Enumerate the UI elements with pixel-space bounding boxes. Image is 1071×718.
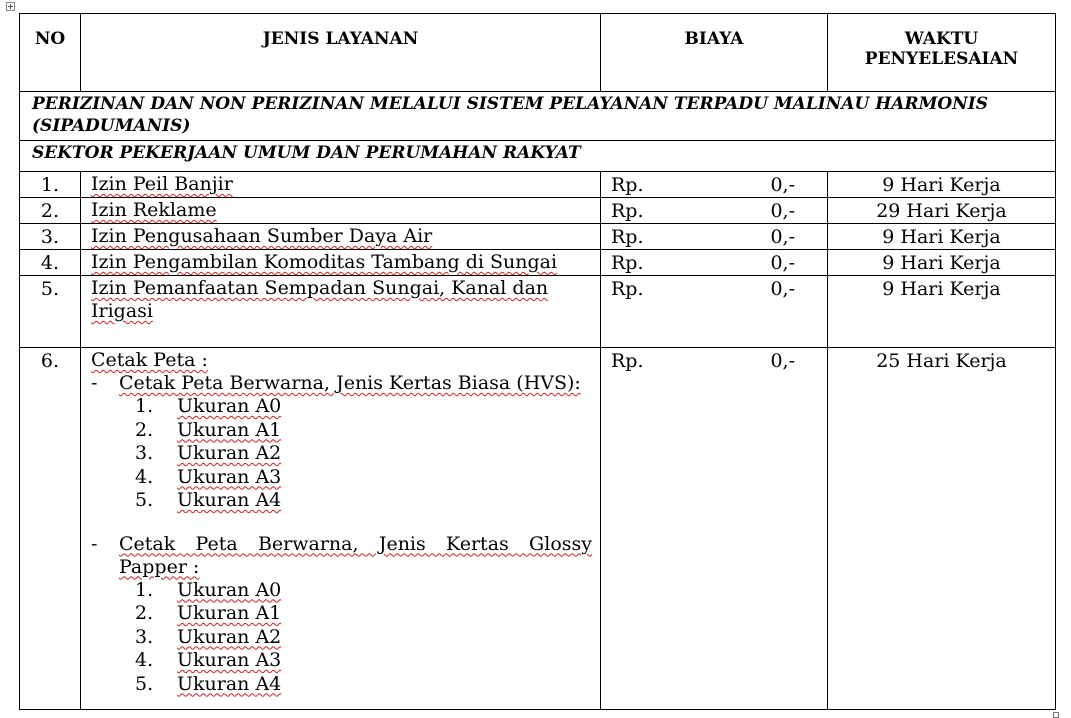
row-cost: 0,- bbox=[770, 200, 795, 222]
row-time: 9 Hari Kerja bbox=[828, 276, 1056, 348]
table-row bbox=[20, 250, 1056, 276]
row-currency: Rp. bbox=[611, 278, 644, 300]
row-service: Izin Pengusahaan Sumber Daya Air bbox=[91, 225, 433, 247]
row-number: 2. bbox=[20, 198, 81, 224]
list-item bbox=[91, 649, 592, 673]
list-item bbox=[91, 489, 592, 513]
size-list-glossy bbox=[91, 579, 592, 697]
list-label: Ukuran A4 bbox=[177, 489, 282, 511]
sub-item-hvs bbox=[91, 372, 592, 395]
section-row-main bbox=[20, 92, 1056, 141]
header-time-line2: PENYELESAIAN bbox=[864, 49, 1019, 69]
table-header-row bbox=[20, 14, 1056, 92]
header-time-line1: WAKTU bbox=[904, 29, 979, 49]
row-currency: Rp. bbox=[611, 252, 644, 274]
sub-item-title: Cetak Peta Berwarna, Jenis Kertas Biasa (HVS): bbox=[119, 372, 581, 394]
bullet-dash: - bbox=[91, 372, 98, 394]
table-row bbox=[20, 172, 1056, 198]
row-time: 9 Hari Kerja bbox=[828, 224, 1056, 250]
row-number: 6. bbox=[20, 348, 81, 710]
row-service: Izin Reklame bbox=[91, 199, 217, 221]
list-number: 3. bbox=[135, 625, 154, 648]
header-cost: BIAYA bbox=[601, 14, 828, 92]
list-label: Ukuran A3 bbox=[177, 649, 282, 671]
list-item bbox=[91, 579, 592, 603]
row-number: 4. bbox=[20, 250, 81, 276]
section-row-sector bbox=[20, 141, 1056, 172]
list-label: Ukuran A1 bbox=[177, 602, 282, 624]
header-service: JENIS LAYANAN bbox=[81, 14, 601, 92]
table-move-handle-icon[interactable] bbox=[6, 2, 15, 11]
list-item bbox=[91, 673, 592, 697]
table-row bbox=[20, 198, 1056, 224]
list-number: 1. bbox=[135, 578, 154, 601]
row-service: Izin Pengambilan Komoditas Tambang di Sungai bbox=[91, 251, 558, 273]
service-table bbox=[19, 13, 1056, 710]
header-no: NO bbox=[20, 14, 81, 92]
table-resize-handle-icon[interactable] bbox=[1053, 712, 1059, 718]
row-service: Izin Pemanfaatan Sempadan Sungai, Kanal dan Irigasi bbox=[91, 277, 549, 322]
row-number: 5. bbox=[20, 276, 81, 348]
sub-item-title: Cetak Peta Berwarna, Jenis Kertas Glossy Papper : bbox=[119, 532, 592, 578]
bullet-dash: - bbox=[91, 532, 98, 555]
list-label: Ukuran A2 bbox=[177, 625, 282, 648]
row-cost: 0,- bbox=[770, 252, 795, 274]
row-cost: 0,- bbox=[770, 174, 795, 196]
list-number: 4. bbox=[135, 465, 154, 488]
list-label: Ukuran A0 bbox=[177, 578, 282, 601]
sub-item-glossy bbox=[91, 533, 592, 579]
list-number: 2. bbox=[135, 602, 154, 624]
row-number: 3. bbox=[20, 224, 81, 250]
list-item bbox=[91, 602, 592, 626]
list-label: Ukuran A1 bbox=[177, 418, 282, 441]
list-label: Ukuran A0 bbox=[177, 395, 282, 417]
list-number: 4. bbox=[135, 649, 154, 671]
list-item bbox=[91, 395, 592, 419]
row-currency: Rp. bbox=[611, 174, 644, 196]
list-item bbox=[91, 626, 592, 650]
list-number: 3. bbox=[135, 442, 154, 464]
size-list-hvs bbox=[91, 395, 592, 513]
header-time bbox=[828, 14, 1056, 92]
row-cost: 0,- bbox=[770, 226, 795, 248]
list-number: 5. bbox=[135, 672, 154, 695]
section-title-sector: SEKTOR PEKERJAAN UMUM DAN PERUMAHAN RAKYAT bbox=[20, 141, 1056, 172]
list-label: Ukuran A3 bbox=[177, 465, 282, 488]
row-currency: Rp. bbox=[611, 200, 644, 222]
list-item bbox=[91, 442, 592, 466]
table-row bbox=[20, 348, 1056, 710]
row-number: 1. bbox=[20, 172, 81, 198]
row-cost: 0,- bbox=[770, 278, 795, 300]
row-service: Cetak Peta : bbox=[91, 349, 208, 371]
list-number: 2. bbox=[135, 418, 154, 441]
list-number: 5. bbox=[135, 489, 154, 511]
row-cost: 0,- bbox=[770, 350, 795, 372]
list-item bbox=[91, 466, 592, 490]
list-label: Ukuran A4 bbox=[177, 672, 282, 695]
row-time: 9 Hari Kerja bbox=[828, 172, 1056, 198]
row-service: Izin Peil Banjir bbox=[91, 173, 233, 195]
table-row bbox=[20, 224, 1056, 250]
list-label: Ukuran A2 bbox=[177, 442, 282, 464]
list-number: 1. bbox=[135, 395, 154, 417]
row-time: 25 Hari Kerja bbox=[828, 348, 1056, 710]
row-currency: Rp. bbox=[611, 350, 644, 372]
list-item bbox=[91, 419, 592, 443]
row-currency: Rp. bbox=[611, 226, 644, 248]
table-row bbox=[20, 276, 1056, 348]
row-time: 29 Hari Kerja bbox=[828, 198, 1056, 224]
section-title-main: PERIZINAN DAN NON PERIZINAN MELALUI SISTEM PELAYANAN TERPADU MALINAU HARMONIS (SIPADUMANIS) bbox=[20, 92, 1056, 141]
row-time: 9 Hari Kerja bbox=[828, 250, 1056, 276]
